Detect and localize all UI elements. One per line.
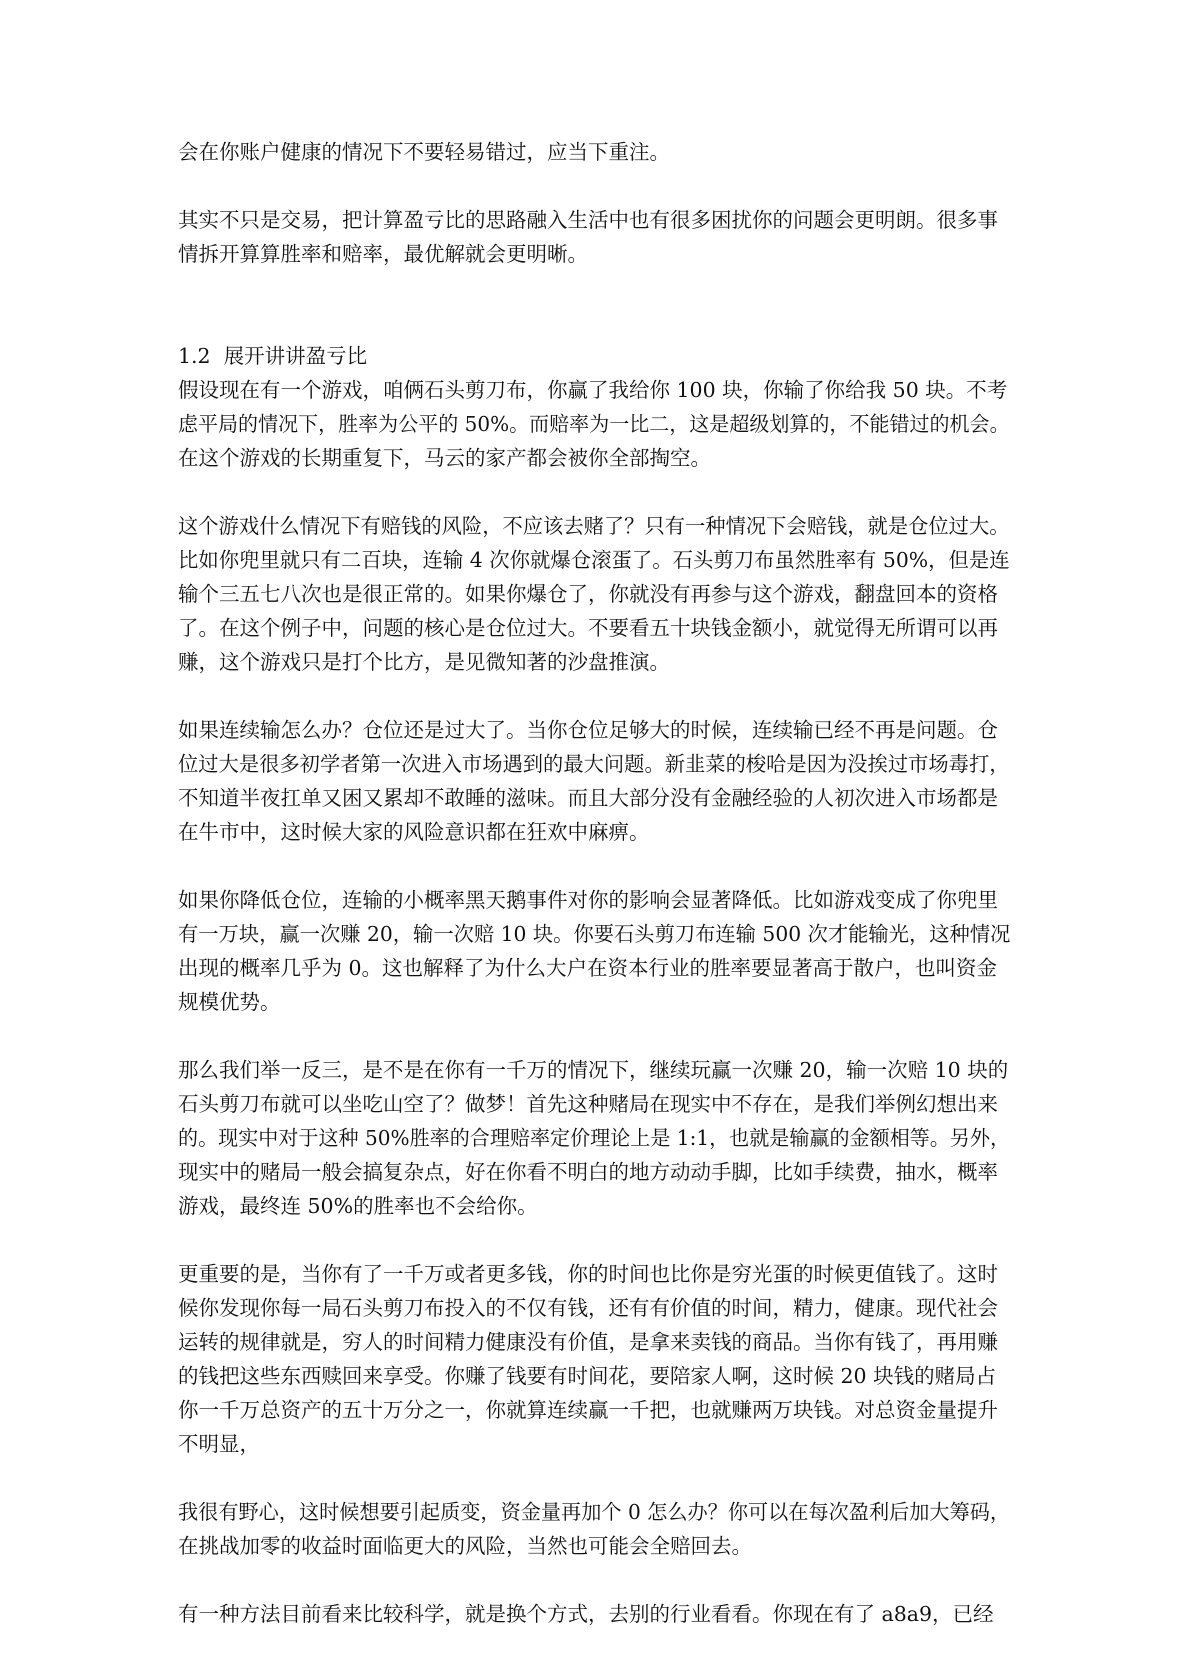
paragraph — [178, 509, 1010, 679]
paragraph — [178, 883, 1010, 1019]
text-line: 有一万块，赢一次赚 20，输一次赔 10 块。你要石头剪刀布连输 500 次才能输光，这种情况 — [178, 922, 1011, 946]
text-line: 这个游戏什么情况下有赔钱的风险，不应该去赌了？只有一种情况下会赔钱，就是仓位过大。 — [178, 514, 1010, 538]
text-line: 的。现实中对于这种 50%胜率的合理赔率定价理论上是 1:1，也就是输赢的金额相等。另外， — [178, 1126, 1011, 1150]
text-line: 出现的概率几乎为 0。这也解释了为什么大户在资本行业的胜率要显著高于散户，也叫资金 — [178, 956, 998, 980]
text-line: 规模优势。 — [178, 990, 281, 1014]
paragraph — [178, 1597, 1010, 1631]
text-line: 我很有野心，这时候想要引起质变，资金量再加个 0 怎么办？你可以在每次盈利后加大筹码， — [178, 1500, 1011, 1524]
spacer — [178, 305, 1010, 339]
text-line: 有一种方法目前看来比较科学，就是换个方式，去别的行业看看。你现在有了 a8a9，已经 — [178, 1602, 994, 1626]
paragraph — [178, 1053, 1010, 1223]
text-line: 赚，这个游戏只是打个比方，是见微知著的沙盘推演。 — [178, 650, 670, 674]
document-body-before — [178, 135, 1010, 271]
text-line: 你一千万总资产的五十万分之一，你就算连续赢一千把，也就赚两万块钱。对总资金量提升 — [178, 1398, 998, 1422]
text-line: 其实不只是交易，把计算盈亏比的思路融入生活中也有很多困扰你的问题会更明朗。很多事 — [178, 208, 998, 232]
section-number: 1.2 — [178, 344, 211, 368]
text-line: 的钱把这些东西赎回来享受。你赚了钱要有时间花，要陪家人啊，这时候 20 块钱的赌局占 — [178, 1364, 997, 1388]
document-page — [178, 135, 1010, 1665]
text-line: 在这个游戏的长期重复下，马云的家产都会被你全部掏空。 — [178, 446, 711, 470]
text-line: 不知道半夜扛单又困又累却不敢睡的滋味。而且大部分没有金融经验的人初次进入市场都是 — [178, 786, 998, 810]
text-line: 会在你账户健康的情况下不要轻易错过，应当下重注。 — [178, 140, 670, 164]
document-body-after — [178, 373, 1010, 1631]
text-line: 如果你降低仓位，连输的小概率黑天鹅事件对你的影响会显著降低。比如游戏变成了你兜里 — [178, 888, 998, 912]
paragraph — [178, 713, 1010, 849]
paragraph — [178, 135, 1010, 169]
paragraph — [178, 373, 1010, 475]
text-line: 石头剪刀布就可以坐吃山空了？做梦！首先这种赌局在现实中不存在，是我们举例幻想出来 — [178, 1092, 998, 1116]
text-line: 那么我们举一反三，是不是在你有一千万的情况下，继续玩赢一次赚 20，输一次赔 10 块的 — [178, 1058, 1009, 1082]
text-line: 比如你兜里就只有二百块，连输 4 次你就爆仓滚蛋了。石头剪刀布虽然胜率有 50%，但是连 — [178, 548, 1010, 572]
text-line: 在牛市中，这时候大家的风险意识都在狂欢中麻痹。 — [178, 820, 650, 844]
text-line: 游戏，最终连 50%的胜率也不会给你。 — [178, 1194, 538, 1218]
section-title: 展开讲讲盈亏比 — [223, 344, 368, 368]
paragraph — [178, 1495, 1010, 1563]
text-line: 虑平局的情况下，胜率为公平的 50%。而赔率为一比二，这是超级划算的，不能错过的机会。 — [178, 412, 1010, 436]
text-line: 假设现在有一个游戏，咱俩石头剪刀布，你赢了我给你 100 块，你输了你给我 50 块。不考 — [178, 378, 1008, 402]
text-line: 输个三五七八次也是很正常的。如果你爆仓了，你就没有再参与这个游戏，翻盘回本的资格 — [178, 582, 998, 606]
text-line: 如果连续输怎么办？仓位还是过大了。当你仓位足够大的时候，连续输已经不再是问题。仓 — [178, 718, 998, 742]
text-line: 更重要的是，当你有了一千万或者更多钱，你的时间也比你是穷光蛋的时候更值钱了。这时 — [178, 1262, 998, 1286]
text-line: 位过大是很多初学者第一次进入市场遇到的最大问题。新韭菜的梭哈是因为没挨过市场毒打， — [178, 752, 1010, 776]
text-line: 在挑战加零的收益时面临更大的风险，当然也可能会全赔回去。 — [178, 1534, 752, 1558]
text-line: 运转的规律就是，穷人的时间精力健康没有价值，是拿来卖钱的商品。当你有钱了，再用赚 — [178, 1330, 998, 1354]
paragraph — [178, 203, 1010, 271]
text-line: 不明显， — [178, 1432, 260, 1456]
text-line: 候你发现你每一局石头剪刀布投入的不仅有钱，还有有价值的时间，精力，健康。现代社会 — [178, 1296, 998, 1320]
text-line: 现实中的赌局一般会搞复杂点，好在你看不明白的地方动动手脚，比如手续费，抽水，概率 — [178, 1160, 998, 1184]
text-line: 了。在这个例子中，问题的核心是仓位过大。不要看五十块钱金额小，就觉得无所谓可以再 — [178, 616, 998, 640]
section-heading — [178, 339, 1010, 373]
text-line: 情拆开算算胜率和赔率，最优解就会更明晰。 — [178, 242, 588, 266]
paragraph — [178, 1257, 1010, 1461]
